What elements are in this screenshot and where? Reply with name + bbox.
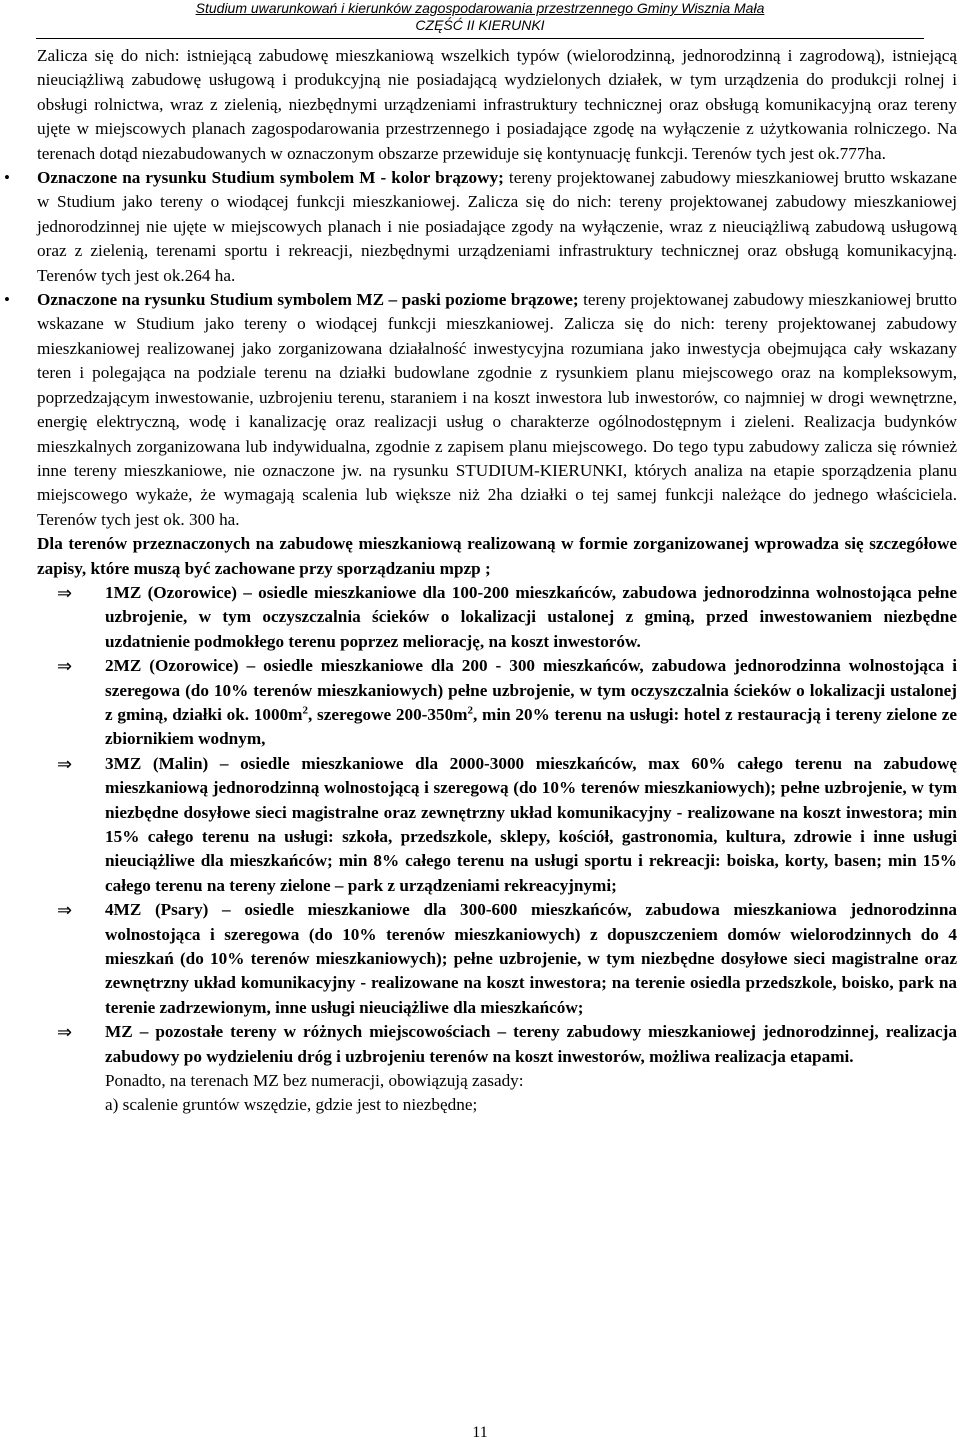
- superscript: 2: [302, 704, 308, 717]
- item-mz: [37, 1020, 957, 1069]
- arrow-icon: ⇒: [57, 656, 73, 677]
- page-header: [0, 0, 960, 34]
- arrow-icon: ⇒: [57, 582, 73, 603]
- item-1mz: [37, 581, 957, 654]
- closing-line-1: Ponadto, na terenach MZ bez numeracji, obowiązują zasady:: [105, 1071, 524, 1091]
- item-4mz: [37, 898, 957, 1020]
- bold-intro: Dla terenów przeznaczonych na zabudowę mieszkaniową realizowaną w formie zorganizowanej wprowadza się szczegółowe zapisy, które muszą być zachowane przy sporządzaniu mpzp ;: [37, 534, 957, 578]
- closing-line-2: a) scalenie gruntów wszędzie, gdzie jest to niezbędne;: [105, 1095, 478, 1115]
- intro-paragraph: Zalicza się do nich: istniejącą zabudowę mieszkaniową wszelkich typów (wielorodzinną, jednorodzinną i zagrodową), istniejącą nieuciążliwą zabudowę usługową i produkcyjną nie posiadającą wydzielonych działek, w tym urządzenia do produkcji rolnej i obsługi rolnictwa, wraz z zielenią, niezbędnymi urządzeniami infrastruktury technicznej oraz obsługą komunikacyjną oraz tereny ujęte w miejscowych planach zagospodarowania przestrzennego i posiadające zgodę na wyłączenie z użytkowania rolniczego. Na terenach dotąd niezabudowanych w oznaczonym obszarze przewiduje się kontynuację funkcji. Terenów tych jest ok.777ha.: [37, 46, 957, 163]
- item-mz-text: MZ – pozostałe tereny w różnych miejscowościach – tereny zabudowy mieszkaniowej jednorodzinnej, realizacja zabudowy po wydzieleniu dróg i uzbrojeniu terenów na koszt inwestorów, możliwa realizacja etapami.: [105, 1022, 957, 1066]
- item-4mz-text: 4MZ (Psary) – osiedle mieszkaniowe dla 300-600 mieszkańców, zabudowa mieszkaniowa jednorodzinna wolnostojąca i szeregowa (do 10% terenów mieszkaniowych) z dopuszczeniem domów wielorodzinnych do 4 mieszkań (do 10% terenów mieszkaniowych); pełne uzbrojenie, w tym niezbędne dosyłowe sieci magistralne oraz zewnętrzny układ komunikacyjny - realizowane na koszt inwestora; na terenie osiedla przedszkole, boisko, park na terenie zadrzewionym, inne usługi nieuciążliwe dla mieszkańców;: [105, 900, 957, 1017]
- header-title: Studium uwarunkowań i kierunków zagospodarowania przestrzennego Gminy Wisznia Mała: [195, 0, 765, 16]
- item-2mz-text-a: 2MZ (Ozorowice) – osiedle mieszkaniowe dla 200 - 300 mieszkańców, zabudowa jednorodzinna wolnostojąca i szeregowa (do 10% terenów mieszkaniowych) pełne uzbrojenie, w tym oczyszczalnia ścieków o lokalizacji ustalonej z gminą, działki ok. 1000m: [105, 656, 957, 724]
- arrow-icon: ⇒: [57, 900, 73, 921]
- item-1mz-text: 1MZ (Ozorowice) – osiedle mieszkaniowe dla 100-200 mieszkańców, zabudowa jednorodzinna wolnostojąca pełne uzbrojenie, w tym oczyszczalnia ścieków o lokalizacji ustalonej z gminą, przed inwestowaniem niezbędne uzdatnienie podmokłego terenu poprzez meliorację, na koszt inwestorów.: [105, 582, 957, 651]
- bullet-m-lead: Oznaczone na rysunku Studium symbolem M - kolor brązowy;: [37, 168, 504, 188]
- arrow-icon: ⇒: [57, 1022, 73, 1043]
- bullet-m-text: tereny projektowanej zabudowy mieszkaniowej brutto wskazane w Studium jako tereny o wiodącej funkcji mieszkaniowej. Zalicza się do nich: tereny projektowanej zabudowy mieszkaniowej jednorodzinnej nie ujęte w miejscowych planach i nie posiadające zgody na wyłączenie, wraz z nieuciążliwą zabudową usługową oraz z zielenią, terenami sportu i rekreacji, niezbędnymi urządzeniami infrastruktury technicznej oraz obsługą komunikacyjną. Terenów tych jest ok.264 ha.: [37, 168, 957, 285]
- bullet-icon: •: [4, 168, 10, 188]
- bullet-mz-lead: Oznaczone na rysunku Studium symbolem MZ – paski poziome brązowe;: [37, 290, 579, 310]
- arrow-icon: ⇒: [57, 753, 73, 774]
- item-2mz-text-b: , szeregowe 200-350m: [308, 704, 468, 724]
- item-3mz: [37, 752, 957, 898]
- superscript: 2: [467, 704, 473, 717]
- document-body: [4, 44, 957, 1118]
- bullet-m: [4, 166, 957, 288]
- header-divider: [36, 38, 924, 39]
- bullet-mz: [4, 288, 957, 532]
- bullet-icon: •: [4, 290, 10, 310]
- bullet-mz-text: tereny projektowanej zabudowy mieszkaniowej brutto wskazane w Studium jako tereny o wiodącej funkcji mieszkaniowej. Zalicza się do nich: tereny projektowanej zabudowy mieszkaniowej realizowanej jako zorganizowana działalność inwestycyjna rozumiana jako inwestycja obejmująca cały wskazany teren i polegająca na podziale terenu na działki budowlane zgodnie z rysunkiem planu miejscowego oraz na kompleksowym, poprzedzającym inwestowanie, uzbrojeniu terenu, staraniem i na koszt inwestora lub inwestorów, co najmniej w drogi wewnętrzne, energię elektryczną, wodę i kanalizację oraz realizacji usług o charakterze ogólnodostępnym i zieleni. Realizacja budynków mieszkalnych zorganizowana lub indywidualna, zgodnie z zapisem planu miejscowego. Do tego typu zabudowy zalicza się również inne tereny mieszkaniowe, nie oznaczone jw. na rysunku STUDIUM-KIERUNKI, których analiza na etapie sporządzenia planu miejscowego wykaże, że wymagają scalenia lub większe niż 2ha działki o tej samej funkcji należące do jednego właściciela. Terenów tych jest ok. 300 ha.: [37, 290, 957, 529]
- header-part: CZĘŚĆ II KIERUNKI: [415, 17, 545, 33]
- item-3mz-text: 3MZ (Malin) – osiedle mieszkaniowe dla 2000-3000 mieszkańców, max 60% całego terenu na zabudowę mieszkaniową jednorodzinną wolnostojącą i szeregową (do 10% terenów mieszkaniowych); pełne uzbrojenie, w tym niezbędne dosyłowe sieci magistralne oraz zewnętrzny układ komunikacyjny - realizowane na koszt inwestora; min 15% całego terenu na usługi: szkoła, przedszkole, sklepy, kościół, gastronomia, kultura, zdrowie i inne usługi nieuciążliwe dla mieszkańców; min 8% całego terenu na usługi sportu i rekreacji: boiska, korty, basen; min 15% całego terenu na tereny zielone – park z urządzeniami rekreacyjnymi;: [105, 753, 957, 895]
- item-2mz: [37, 654, 957, 752]
- page-number: 11: [472, 1424, 488, 1441]
- item-2mz-text-c: , min 20% terenu na usługi: hotel z restauracją i tereny zielone ze zbiornikiem wodnym,: [105, 704, 957, 749]
